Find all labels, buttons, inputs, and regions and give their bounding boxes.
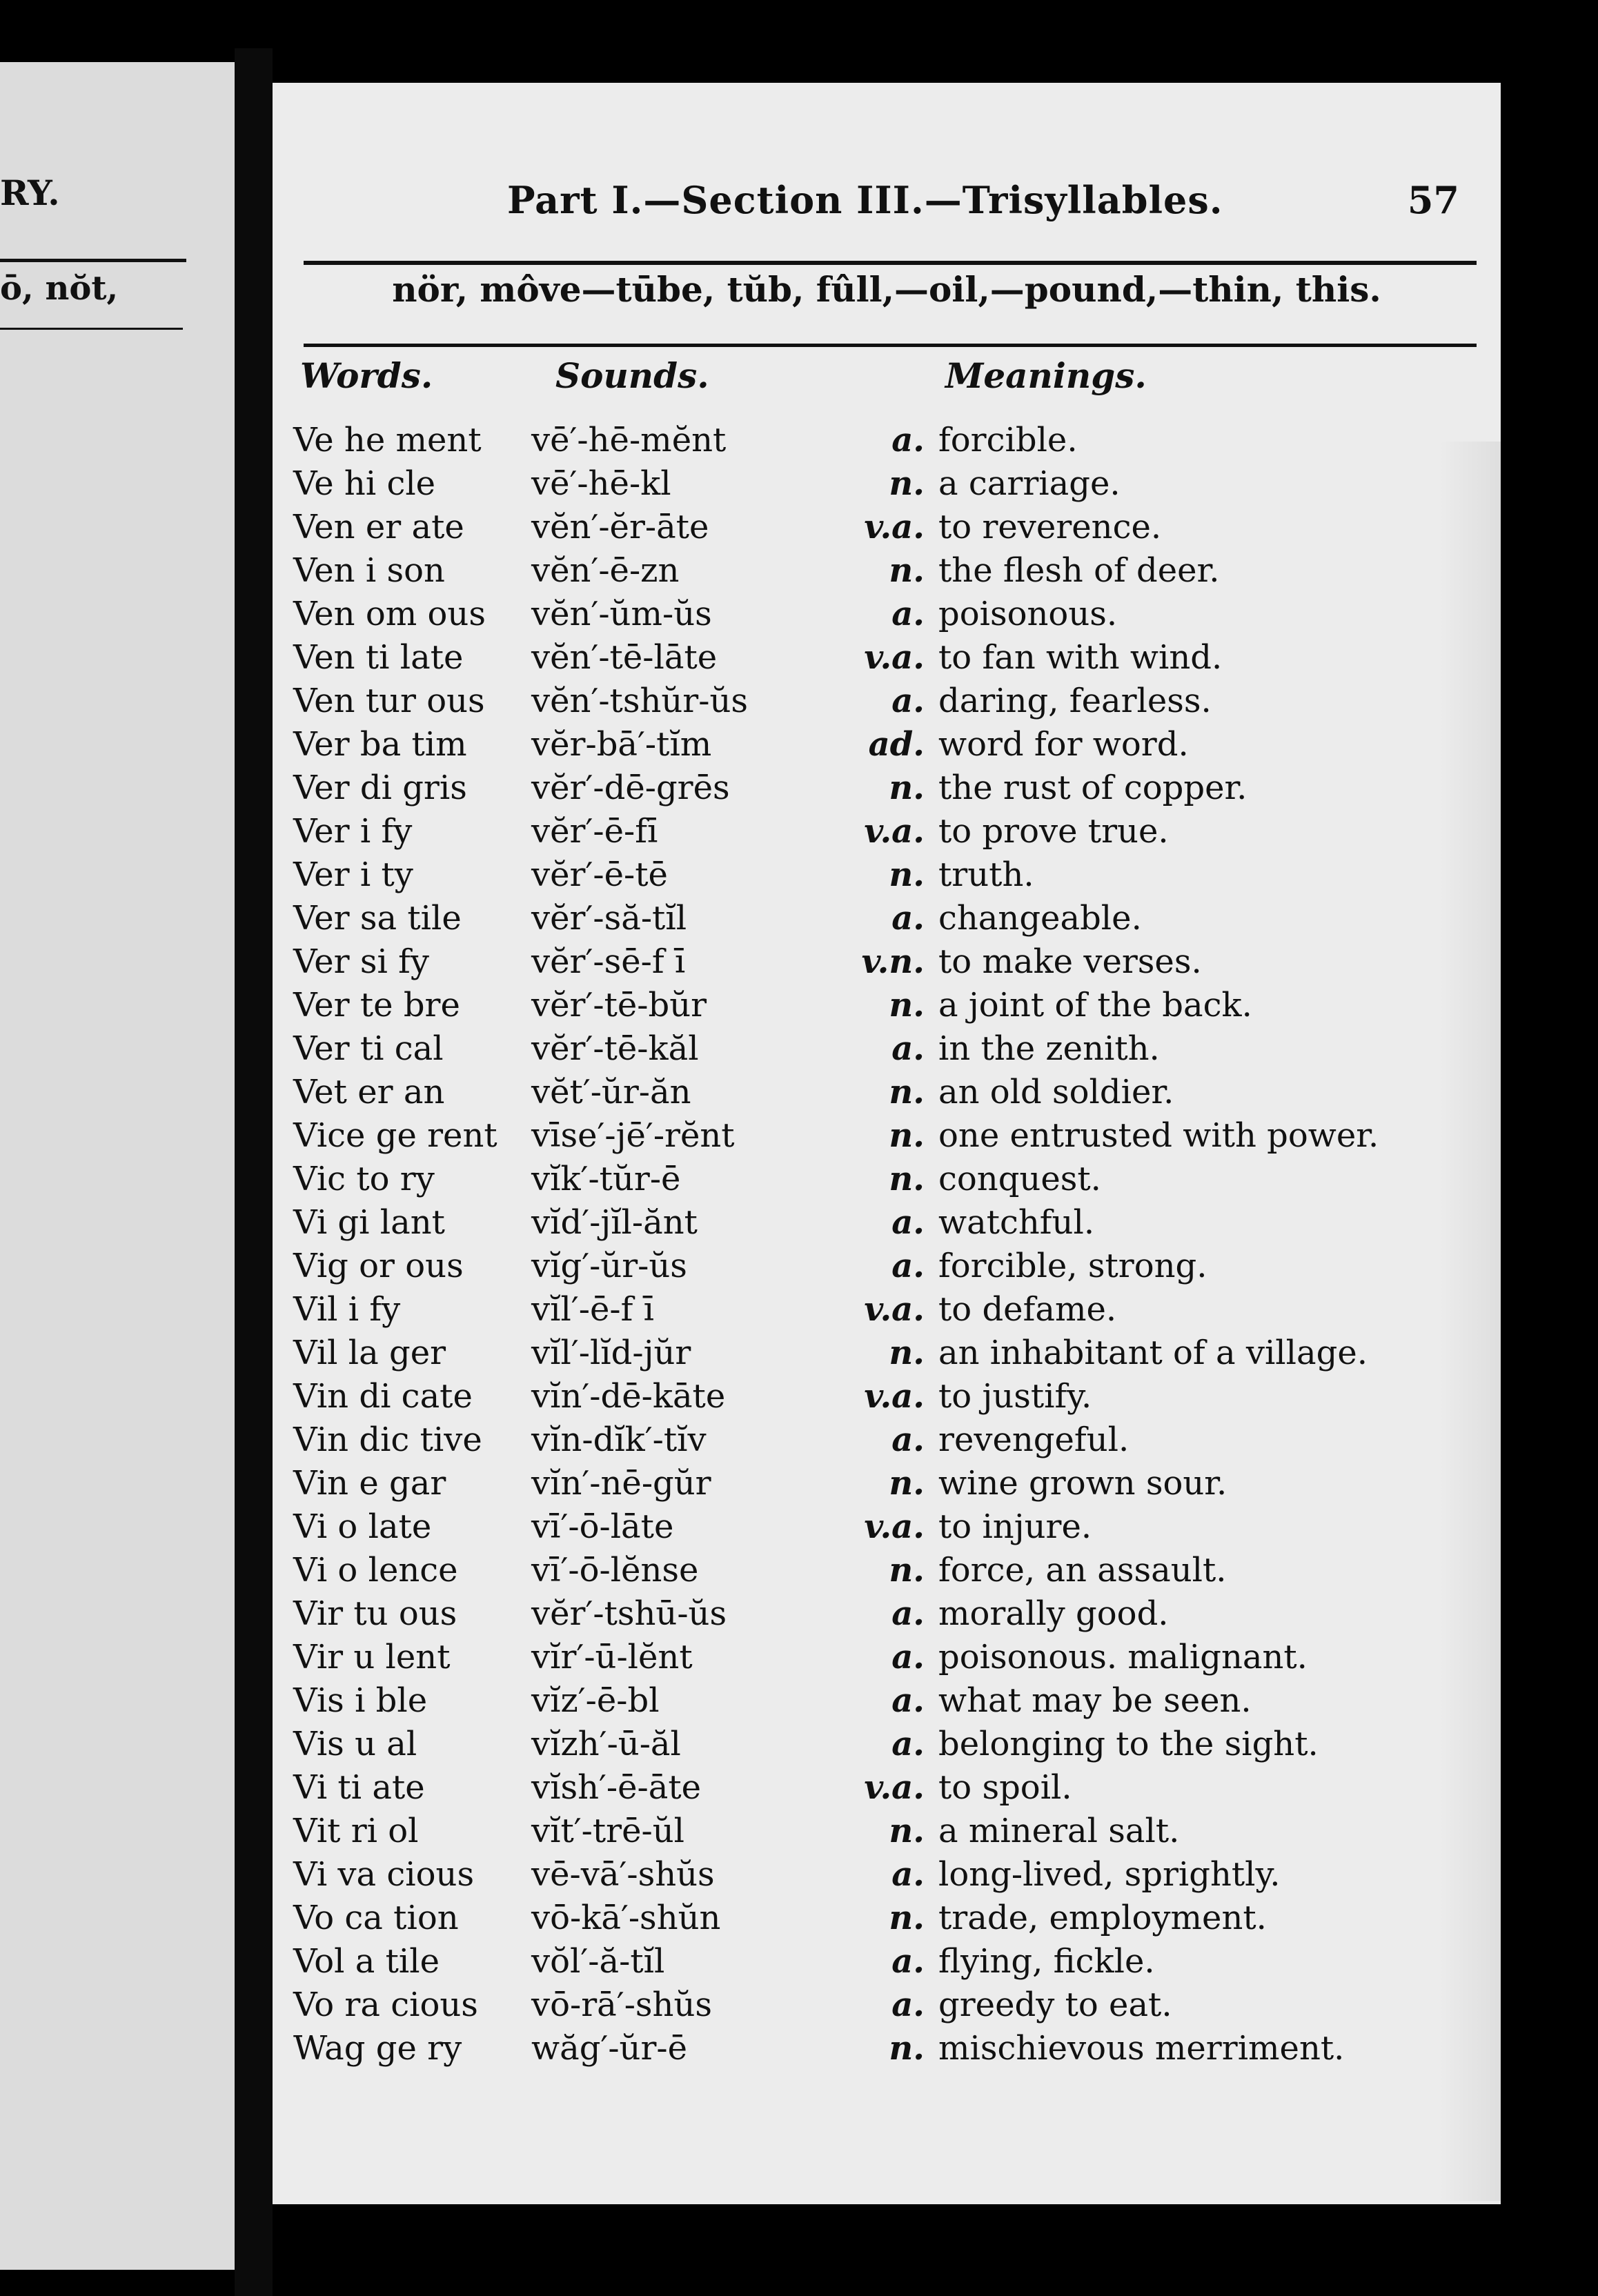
entry-sound: vĭl′-ē-f ī bbox=[531, 1290, 654, 1329]
entry-part-of-speech: v.a. bbox=[864, 1377, 925, 1416]
entry-word: Vet er an bbox=[293, 1073, 445, 1111]
book-gutter bbox=[235, 48, 273, 2296]
entry-row bbox=[273, 1507, 1501, 1551]
entry-word: Ven ti late bbox=[293, 638, 464, 677]
entry-row bbox=[273, 1334, 1501, 1377]
dictionary-page bbox=[273, 83, 1501, 2204]
entry-meaning: force, an assault. bbox=[938, 1551, 1227, 1590]
entry-part-of-speech: a. bbox=[891, 1203, 925, 1242]
entry-part-of-speech: n. bbox=[889, 769, 925, 807]
entry-part-of-speech: v.a. bbox=[864, 1768, 925, 1807]
entry-sound: vĕn′-ē-zn bbox=[531, 551, 680, 590]
entry-sound: vīse′-jē′-rĕnt bbox=[531, 1116, 735, 1155]
entry-word: Ver ba tim bbox=[293, 725, 467, 764]
entry-row bbox=[273, 1942, 1501, 1986]
entry-word: Vin di cate bbox=[293, 1377, 473, 1416]
entry-meaning: poisonous. bbox=[938, 595, 1118, 633]
entry-sound: vō-rā′-shŭs bbox=[531, 1986, 713, 2024]
entry-row bbox=[273, 508, 1501, 551]
entry-meaning: greedy to eat. bbox=[938, 1986, 1172, 2024]
entry-part-of-speech: a. bbox=[891, 1247, 925, 1285]
entry-part-of-speech: a. bbox=[891, 1681, 925, 1720]
entry-part-of-speech: n. bbox=[889, 551, 925, 590]
entry-word: Vo ra cious bbox=[293, 1986, 478, 2024]
entry-sound: vō-kā′-shŭn bbox=[531, 1899, 721, 1937]
entry-row bbox=[273, 1725, 1501, 1768]
entry-part-of-speech: a. bbox=[891, 1855, 925, 1894]
entry-part-of-speech: v.a. bbox=[864, 638, 925, 677]
entry-meaning: one entrusted with power. bbox=[938, 1116, 1379, 1155]
entry-meaning: an old soldier. bbox=[938, 1073, 1174, 1111]
entry-meaning: an inhabitant of a village. bbox=[938, 1334, 1368, 1372]
entry-row bbox=[273, 1681, 1501, 1725]
entry-meaning: what may be seen. bbox=[938, 1681, 1252, 1720]
entry-part-of-speech: a. bbox=[891, 1986, 925, 2024]
entry-row bbox=[273, 1116, 1501, 1160]
entry-word: Vit ri ol bbox=[293, 1812, 419, 1850]
entry-sound: vŏl′-ă-tĭl bbox=[531, 1942, 665, 1981]
entry-meaning: forcible. bbox=[938, 421, 1078, 459]
entry-sound: wăg′-ŭr-ē bbox=[531, 2029, 688, 2068]
entry-meaning: to injure. bbox=[938, 1507, 1092, 1546]
entry-meaning: revengeful. bbox=[938, 1421, 1130, 1459]
entry-meaning: to reverence. bbox=[938, 508, 1162, 546]
entry-row bbox=[273, 421, 1501, 464]
entry-row bbox=[273, 1855, 1501, 1899]
entry-row bbox=[273, 1421, 1501, 1464]
header-rule-bottom bbox=[304, 344, 1477, 347]
entry-part-of-speech: a. bbox=[891, 1421, 925, 1459]
entry-row bbox=[273, 725, 1501, 769]
entry-meaning: to spoil. bbox=[938, 1768, 1072, 1807]
entry-meaning: the flesh of deer. bbox=[938, 551, 1220, 590]
page-edge-shadow bbox=[1439, 442, 1501, 2201]
entry-row bbox=[273, 986, 1501, 1029]
entry-word: Ven i son bbox=[293, 551, 445, 590]
entry-sound: vĭzh′-ū-ăl bbox=[531, 1725, 681, 1763]
entry-meaning: mischievous merriment. bbox=[938, 2029, 1345, 2068]
entry-meaning: watchful. bbox=[938, 1203, 1095, 1242]
entry-word: Vir u lent bbox=[293, 1638, 451, 1676]
entry-row bbox=[273, 1638, 1501, 1681]
entry-row bbox=[273, 1899, 1501, 1942]
entry-sound: vē′-hē-kl bbox=[531, 464, 671, 503]
entry-part-of-speech: a. bbox=[891, 1638, 925, 1676]
entry-row bbox=[273, 2029, 1501, 2072]
entry-meaning: forcible, strong. bbox=[938, 1247, 1207, 1285]
entry-part-of-speech: v.a. bbox=[864, 1507, 925, 1546]
entry-sound: vĕr′-ē-fī bbox=[531, 812, 658, 851]
entry-word: Ver si fy bbox=[293, 942, 429, 981]
left-rule-bottom bbox=[0, 328, 183, 330]
entry-part-of-speech: n. bbox=[889, 464, 925, 503]
entry-word: Vo ca tion bbox=[293, 1899, 459, 1937]
entry-sound: vĭt′-trē-ŭl bbox=[531, 1812, 684, 1850]
entry-sound: vĕr′-dē-grēs bbox=[531, 769, 730, 807]
entry-meaning: a joint of the back. bbox=[938, 986, 1252, 1025]
column-header-words: Words. bbox=[300, 355, 433, 396]
entry-word: Ven om ous bbox=[293, 595, 486, 633]
entry-row bbox=[273, 1073, 1501, 1116]
entry-sound: vĕr′-tē-bŭr bbox=[531, 986, 707, 1025]
entry-part-of-speech: n. bbox=[889, 1334, 925, 1372]
entry-part-of-speech: a. bbox=[891, 1594, 925, 1633]
entry-sound: vĭk′-tŭr-ē bbox=[531, 1160, 681, 1198]
entry-sound: vĭd′-jĭl-ănt bbox=[531, 1203, 698, 1242]
entry-sound: vĕn′-tē-lāte bbox=[531, 638, 718, 677]
entry-meaning: the rust of copper. bbox=[938, 769, 1247, 807]
entry-meaning: truth. bbox=[938, 855, 1034, 894]
entry-sound: vĕr′-sē-f ī bbox=[531, 942, 686, 981]
entry-sound: vē′-hē-mĕnt bbox=[531, 421, 727, 459]
header-rule-top bbox=[304, 261, 1477, 265]
entry-row bbox=[273, 1290, 1501, 1334]
entry-row bbox=[273, 595, 1501, 638]
entry-sound: vĭn′-nē-gŭr bbox=[531, 1464, 711, 1503]
entry-sound: vī′-ō-lĕnse bbox=[531, 1551, 699, 1590]
entry-part-of-speech: n. bbox=[889, 855, 925, 894]
entry-row bbox=[273, 855, 1501, 899]
entry-meaning: morally good. bbox=[938, 1594, 1169, 1633]
entry-part-of-speech: a. bbox=[891, 595, 925, 633]
entry-row bbox=[273, 1594, 1501, 1638]
entry-sound: vĭr′-ū-lĕnt bbox=[531, 1638, 693, 1676]
entry-part-of-speech: n. bbox=[889, 1899, 925, 1937]
entry-word: Vir tu ous bbox=[293, 1594, 457, 1633]
column-header-meanings: Meanings. bbox=[945, 355, 1147, 396]
entry-word: Ven tur ous bbox=[293, 682, 485, 720]
entry-word: Ver ti cal bbox=[293, 1029, 444, 1068]
entry-meaning: a carriage. bbox=[938, 464, 1121, 503]
entry-row bbox=[273, 1551, 1501, 1594]
entry-word: Vol a tile bbox=[293, 1942, 440, 1981]
entry-part-of-speech: a. bbox=[891, 421, 925, 459]
entry-part-of-speech: a. bbox=[891, 899, 925, 938]
left-key-fragment: ō, nŏt, bbox=[0, 269, 119, 308]
entry-word: Vice ge rent bbox=[293, 1116, 497, 1155]
entry-row bbox=[273, 899, 1501, 942]
entry-word: Vis u al bbox=[293, 1725, 417, 1763]
entry-sound: vĭsh′-ē-āte bbox=[531, 1768, 702, 1807]
entry-word: Vi ti ate bbox=[293, 1768, 425, 1807]
entry-meaning: poisonous. malignant. bbox=[938, 1638, 1308, 1676]
entry-part-of-speech: n. bbox=[889, 1464, 925, 1503]
entry-row bbox=[273, 769, 1501, 812]
left-header-fragment: RY. bbox=[0, 172, 60, 213]
entry-sound: vĭl′-lĭd-jŭr bbox=[531, 1334, 691, 1372]
entry-meaning: to justify. bbox=[938, 1377, 1092, 1416]
entry-sound: vĕr′-tshū-ŭs bbox=[531, 1594, 727, 1633]
entry-word: Ve he ment bbox=[293, 421, 482, 459]
entry-part-of-speech: a. bbox=[891, 1942, 925, 1981]
entry-row bbox=[273, 1812, 1501, 1855]
page-header-title: Part I.—Section III.—Trisyllables. bbox=[507, 178, 1223, 222]
entry-word: Wag ge ry bbox=[293, 2029, 462, 2068]
entry-meaning: to fan with wind. bbox=[938, 638, 1223, 677]
left-page-fragment bbox=[0, 62, 235, 2270]
entry-row bbox=[273, 1160, 1501, 1203]
entry-meaning: in the zenith. bbox=[938, 1029, 1160, 1068]
entry-sound: vĭn′-dē-kāte bbox=[531, 1377, 726, 1416]
entry-row bbox=[273, 1029, 1501, 1073]
entry-meaning: conquest. bbox=[938, 1160, 1101, 1198]
entry-sound: vĕn′-ŭm-ŭs bbox=[531, 595, 712, 633]
entry-row bbox=[273, 812, 1501, 855]
entry-word: Ve hi cle bbox=[293, 464, 436, 503]
entry-meaning: a mineral salt. bbox=[938, 1812, 1180, 1850]
entry-part-of-speech: n. bbox=[889, 1073, 925, 1111]
entry-word: Vi va cious bbox=[293, 1855, 475, 1894]
entry-meaning: word for word. bbox=[938, 725, 1189, 764]
entry-word: Ver i fy bbox=[293, 812, 413, 851]
entry-part-of-speech: v.a. bbox=[864, 508, 925, 546]
entry-meaning: daring, fearless. bbox=[938, 682, 1212, 720]
entry-part-of-speech: v.a. bbox=[864, 1290, 925, 1329]
entry-sound: vĭn-dĭk′-tĭv bbox=[531, 1421, 707, 1459]
entry-part-of-speech: n. bbox=[889, 1160, 925, 1198]
left-rule-top bbox=[0, 259, 186, 262]
entry-part-of-speech: ad. bbox=[868, 725, 925, 764]
entry-sound: vĭg′-ŭr-ŭs bbox=[531, 1247, 687, 1285]
entry-part-of-speech: n. bbox=[889, 1551, 925, 1590]
entry-part-of-speech: a. bbox=[891, 682, 925, 720]
entry-word: Vic to ry bbox=[293, 1160, 435, 1198]
entry-word: Vil i fy bbox=[293, 1290, 401, 1329]
entry-sound: vĕr′-tē-kăl bbox=[531, 1029, 699, 1068]
entry-row bbox=[273, 551, 1501, 595]
entry-word: Ver sa tile bbox=[293, 899, 462, 938]
entry-part-of-speech: a. bbox=[891, 1029, 925, 1068]
entry-meaning: changeable. bbox=[938, 899, 1142, 938]
entry-row bbox=[273, 942, 1501, 986]
entry-row bbox=[273, 1377, 1501, 1421]
entry-word: Vi o lence bbox=[293, 1551, 458, 1590]
entry-word: Ver te bre bbox=[293, 986, 460, 1025]
entry-meaning: flying, fickle. bbox=[938, 1942, 1155, 1981]
entry-word: Vin dic tive bbox=[293, 1421, 482, 1459]
entry-word: Ver i ty bbox=[293, 855, 413, 894]
entry-row bbox=[273, 1203, 1501, 1247]
entry-part-of-speech: v.a. bbox=[864, 812, 925, 851]
entry-word: Ver di gris bbox=[293, 769, 467, 807]
entry-part-of-speech: n. bbox=[889, 2029, 925, 2068]
entry-row bbox=[273, 1464, 1501, 1507]
entry-sound: vĕn′-tshŭr-ŭs bbox=[531, 682, 749, 720]
entry-meaning: wine grown sour. bbox=[938, 1464, 1227, 1503]
entry-word: Ven er ate bbox=[293, 508, 464, 546]
entry-row bbox=[273, 1768, 1501, 1812]
pronunciation-key: nör, môve—tūbe, tŭb, fûll,—oil,—pound,—thin, this. bbox=[392, 269, 1381, 310]
entry-sound: vī′-ō-lāte bbox=[531, 1507, 674, 1546]
entry-word: Vig or ous bbox=[293, 1247, 464, 1285]
entry-meaning: to prove true. bbox=[938, 812, 1169, 851]
entry-word: Vis i ble bbox=[293, 1681, 428, 1720]
entry-meaning: long-lived, sprightly. bbox=[938, 1855, 1281, 1894]
entry-part-of-speech: n. bbox=[889, 1116, 925, 1155]
entry-sound: vĭz′-ē-bl bbox=[531, 1681, 660, 1720]
entry-part-of-speech: v.n. bbox=[861, 942, 925, 981]
entry-word: Vil la ger bbox=[293, 1334, 446, 1372]
entry-part-of-speech: n. bbox=[889, 1812, 925, 1850]
entry-row bbox=[273, 1247, 1501, 1290]
entry-sound: vĕt′-ŭr-ăn bbox=[531, 1073, 691, 1111]
entry-meaning: trade, employment. bbox=[938, 1899, 1267, 1937]
entry-word: Vi gi lant bbox=[293, 1203, 445, 1242]
entry-part-of-speech: a. bbox=[891, 1725, 925, 1763]
entry-word: Vin e gar bbox=[293, 1464, 446, 1503]
entry-meaning: to defame. bbox=[938, 1290, 1117, 1329]
entry-row bbox=[273, 1986, 1501, 2029]
entry-meaning: to make verses. bbox=[938, 942, 1202, 981]
entry-sound: vĕr-bā′-tĭm bbox=[531, 725, 712, 764]
entry-meaning: belonging to the sight. bbox=[938, 1725, 1319, 1763]
entry-row bbox=[273, 464, 1501, 508]
entry-word: Vi o late bbox=[293, 1507, 432, 1546]
column-header-sounds: Sounds. bbox=[555, 355, 709, 396]
entry-sound: vĕr′-ē-tē bbox=[531, 855, 668, 894]
page-number: 57 bbox=[1407, 178, 1459, 222]
entry-part-of-speech: n. bbox=[889, 986, 925, 1025]
entry-row bbox=[273, 638, 1501, 682]
entry-sound: vĕn′-ĕr-āte bbox=[531, 508, 709, 546]
entry-row bbox=[273, 682, 1501, 725]
entry-sound: vē-vā′-shŭs bbox=[531, 1855, 715, 1894]
entry-sound: vĕr′-să-tĭl bbox=[531, 899, 687, 938]
